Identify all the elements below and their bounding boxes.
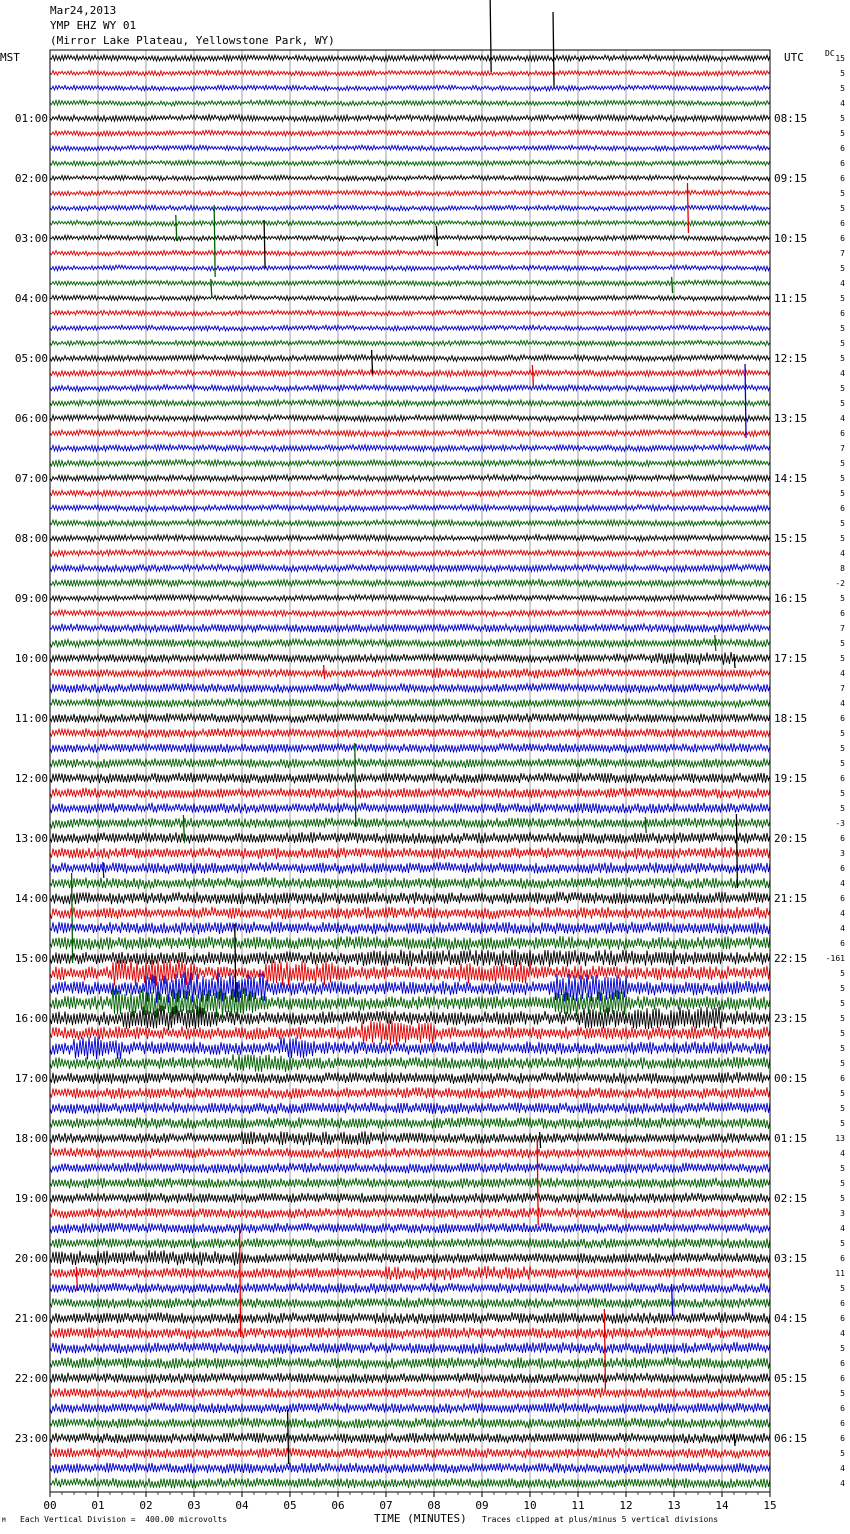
dc-offset-label: 6 (840, 714, 845, 723)
trace-row-10 (50, 205, 770, 211)
trace-row-21 (50, 370, 770, 377)
utc-axis-label: UTC (784, 51, 804, 64)
trace-row-22 (50, 385, 770, 392)
trace-row-38 (50, 624, 770, 633)
trace-row-36 (50, 595, 770, 602)
trace-row-49 (50, 788, 770, 799)
utc-hour-labels (774, 112, 807, 1445)
trace-row-23 (50, 400, 770, 407)
trace-row-74 (50, 1163, 770, 1174)
utc-hour-label: 17:15 (774, 652, 808, 665)
dc-offset-label: 5 (840, 1239, 845, 1248)
dc-offset-label: 5 (840, 114, 845, 123)
dc-offset-label: -2 (835, 579, 845, 588)
event-spike-27 (672, 1284, 673, 1316)
event-spike-18 (736, 814, 737, 888)
utc-hour-label: 01:15 (774, 1132, 808, 1145)
dc-offset-label: 5 (840, 1089, 845, 1098)
dc-offset-label: 4 (840, 1224, 845, 1233)
trace-row-57 (50, 907, 770, 920)
trace-row-44 (50, 713, 770, 723)
x-tick-label-05: 05 (283, 1499, 297, 1512)
event-spike-29 (288, 1410, 289, 1464)
dc-offset-label: 15 (835, 54, 845, 63)
trace-row-55 (50, 877, 770, 889)
event-spike-4 (214, 205, 215, 277)
trace-row-93 (50, 1448, 770, 1459)
event-spike-15 (355, 743, 356, 827)
clip-note: Traces clipped at plus/minus 5 vertical divisions (482, 1515, 719, 1524)
trace-row-92 (50, 1433, 770, 1444)
mst-hour-label: 04:00 (14, 292, 48, 305)
chart-date: Mar24,2013 (50, 4, 117, 17)
trace-row-58 (50, 922, 770, 935)
dc-offset-label: 5 (840, 999, 845, 1008)
dc-offset-label: 5 (840, 1014, 845, 1023)
trace-row-37 (50, 610, 770, 617)
dc-offset-label: 5 (840, 354, 845, 363)
x-tick-label-08: 08 (427, 1499, 441, 1512)
trace-row-12 (50, 235, 770, 241)
trace-row-3 (50, 100, 770, 106)
x-axis-ticks (43, 1492, 776, 1512)
trace-row-90 (50, 1403, 770, 1414)
dc-offset-label: 5 (840, 1449, 845, 1458)
dc-offset-label: 4 (840, 1464, 845, 1473)
utc-hour-label: 04:15 (774, 1312, 808, 1325)
dc-offset-label: 5 (840, 129, 845, 138)
dc-offset-label: 4 (840, 279, 845, 288)
trace-row-5 (50, 130, 770, 136)
mst-hour-label: 07:00 (14, 472, 48, 485)
trace-row-85 (50, 1327, 770, 1339)
mst-hour-label: 09:00 (14, 592, 48, 605)
dc-offset-label: 6 (840, 504, 845, 513)
dc-offset-label: 5 (840, 1389, 845, 1398)
dc-offset-label: 5 (840, 1164, 845, 1173)
event-spike-13 (734, 654, 735, 668)
utc-hour-label: 03:15 (774, 1252, 808, 1265)
trace-row-40 (50, 652, 770, 665)
event-spike-9 (372, 350, 373, 374)
dc-offset-label: 5 (840, 984, 845, 993)
trace-row-87 (50, 1357, 770, 1369)
scale-note: Each Vertical Division = 400.00 microvolts (20, 1515, 228, 1524)
dc-offset-label: 6 (840, 1299, 845, 1308)
dc-offset-label: 5 (840, 789, 845, 798)
dc-offset-label: 6 (840, 429, 845, 438)
utc-hour-label: 10:15 (774, 232, 808, 245)
trace-row-56 (50, 892, 770, 905)
utc-hour-label: 12:15 (774, 352, 808, 365)
dc-offset-label: 3 (840, 1209, 845, 1218)
dc-offset-label: 6 (840, 234, 845, 243)
utc-hour-label: 08:15 (774, 112, 808, 125)
utc-hour-label: 22:15 (774, 952, 808, 965)
dc-offset-label: 4 (840, 699, 845, 708)
mst-hour-label: 06:00 (14, 412, 48, 425)
event-spike-30 (734, 1434, 735, 1446)
dc-offset-label: 4 (840, 1329, 845, 1338)
x-tick-label-14: 14 (715, 1499, 729, 1512)
dc-offset-label: 5 (840, 534, 845, 543)
utc-hour-label: 21:15 (774, 892, 808, 905)
mst-hour-label: 17:00 (14, 1072, 48, 1085)
trace-row-91 (50, 1418, 770, 1429)
seismic-traces (50, 55, 770, 1489)
utc-hour-label: 14:15 (774, 472, 808, 485)
trace-row-86 (50, 1342, 770, 1354)
trace-row-0 (50, 55, 770, 62)
x-tick-label-00: 00 (43, 1499, 57, 1512)
trace-row-89 (50, 1388, 770, 1399)
trace-row-16 (50, 295, 770, 301)
dc-offset-label: 5 (840, 69, 845, 78)
mst-hour-label: 14:00 (14, 892, 48, 905)
dc-offset-label: -161 (825, 954, 845, 963)
trace-row-81 (50, 1266, 770, 1280)
event-spike-11 (745, 364, 746, 438)
dc-offset-label: 5 (840, 84, 845, 93)
dc-offset-label: 6 (840, 144, 845, 153)
trace-row-11 (50, 220, 770, 226)
chart-station: YMP EHZ WY 01 (50, 19, 137, 32)
trace-row-95 (50, 1478, 770, 1489)
mst-hour-label: 13:00 (14, 832, 48, 845)
dc-offset-label: 6 (840, 774, 845, 783)
trace-row-59 (50, 936, 770, 950)
dc-offset-label: 4 (840, 1479, 845, 1488)
dc-offset-label: 4 (840, 549, 845, 558)
dc-offset-label: 5 (840, 729, 845, 738)
trace-row-75 (50, 1178, 770, 1189)
dc-offset-labels (826, 54, 845, 1488)
x-tick-label-11: 11 (571, 1499, 585, 1512)
trace-row-41 (50, 668, 770, 679)
trace-row-65 (50, 1020, 770, 1045)
trace-row-2 (50, 85, 770, 91)
trace-row-31 (50, 520, 770, 527)
trace-row-94 (50, 1463, 770, 1474)
dc-offset-label: 6 (840, 834, 845, 843)
dc-offset-label: 6 (840, 309, 845, 318)
trace-row-42 (50, 683, 770, 693)
event-spike-23 (540, 1132, 541, 1148)
x-tick-label-09: 09 (475, 1499, 489, 1512)
utc-hour-label: 06:15 (774, 1432, 808, 1445)
mst-hour-label: 19:00 (14, 1192, 48, 1205)
trace-row-52 (50, 832, 770, 844)
trace-row-32 (50, 535, 770, 542)
dc-offset-label: 6 (840, 609, 845, 618)
dc-offset-label: 5 (840, 1119, 845, 1128)
dc-offset-label: 4 (840, 414, 845, 423)
trace-row-83 (50, 1298, 770, 1309)
dc-offset-label: 6 (840, 939, 845, 948)
dc-offset-label: 4 (840, 924, 845, 933)
event-spike-8 (672, 277, 673, 293)
trace-row-79 (50, 1238, 770, 1249)
trace-row-13 (50, 250, 770, 256)
trace-row-39 (50, 639, 770, 648)
dc-offset-label: 5 (840, 1194, 845, 1203)
trace-row-24 (50, 415, 770, 422)
trace-row-80 (50, 1250, 770, 1265)
dc-offset-label: 6 (840, 174, 845, 183)
mst-hour-label: 22:00 (14, 1372, 48, 1385)
dc-offset-label: 6 (840, 219, 845, 228)
trace-row-19 (50, 340, 770, 346)
dc-offset-label: 8 (840, 564, 845, 573)
dc-offset-label: 13 (835, 1134, 845, 1143)
x-axis-title: TIME (MINUTES) (374, 1512, 467, 1525)
utc-hour-label: 15:15 (774, 532, 808, 545)
utc-hour-label: 00:15 (774, 1072, 808, 1085)
utc-hour-label: 11:15 (774, 292, 808, 305)
dc-offset-label: 4 (840, 1149, 845, 1158)
mst-axis-label: MST (0, 51, 20, 64)
mst-hour-labels (15, 112, 48, 1445)
dc-offset-label: 4 (840, 669, 845, 678)
dc-offset-label: 5 (840, 1104, 845, 1113)
dc-offset-label: -3 (835, 819, 845, 828)
event-spike-12 (715, 635, 716, 651)
mst-hour-label: 03:00 (14, 232, 48, 245)
dc-offset-label: 5 (840, 324, 845, 333)
dc-offset-label: 7 (840, 444, 845, 453)
mst-hour-label: 10:00 (14, 652, 48, 665)
dc-offset-label: 5 (840, 1344, 845, 1353)
mst-hour-label: 15:00 (14, 952, 48, 965)
dc-offset-label: 5 (840, 654, 845, 663)
utc-hour-label: 16:15 (774, 592, 808, 605)
dc-offset-label: 5 (840, 339, 845, 348)
trace-row-88 (50, 1373, 770, 1384)
utc-hour-label: 09:15 (774, 172, 808, 185)
dc-offset-label: 5 (840, 1029, 845, 1038)
trace-row-18 (50, 325, 770, 331)
x-tick-label-01: 01 (91, 1499, 105, 1512)
dc-offset-label: 6 (840, 864, 845, 873)
trace-row-1 (50, 70, 770, 76)
trace-row-53 (50, 847, 770, 859)
trace-row-25 (50, 430, 770, 437)
chart-location: (Mirror Lake Plateau, Yellowstone Park, WY) (50, 34, 335, 47)
x-tick-label-10: 10 (523, 1499, 537, 1512)
trace-row-15 (50, 280, 770, 286)
dc-offset-label: 6 (840, 894, 845, 903)
x-tick-label-12: 12 (619, 1499, 633, 1512)
event-spike-0 (490, 0, 491, 72)
trace-row-35 (50, 579, 770, 587)
dc-offset-label: 6 (840, 1404, 845, 1413)
dc-offset-label: 5 (840, 489, 845, 498)
dc-offset-label: 7 (840, 624, 845, 633)
event-spike-6 (436, 226, 437, 246)
mst-hour-label: 23:00 (14, 1432, 48, 1445)
mst-hour-label: 21:00 (14, 1312, 48, 1325)
trace-row-6 (50, 145, 770, 151)
dc-offset-label: 5 (840, 759, 845, 768)
dc-offset-label: 3 (840, 849, 845, 858)
mst-hour-label: 02:00 (14, 172, 48, 185)
mst-hour-label: 08:00 (14, 532, 48, 545)
dc-offset-label: 5 (840, 804, 845, 813)
dc-offset-label: 5 (840, 204, 845, 213)
mst-hour-label: 05:00 (14, 352, 48, 365)
mst-hour-label: 18:00 (14, 1132, 48, 1145)
x-tick-label-07: 07 (379, 1499, 393, 1512)
trace-row-76 (50, 1193, 770, 1204)
event-spike-17 (645, 817, 646, 833)
trace-row-33 (50, 550, 770, 557)
event-spike-10 (532, 365, 533, 387)
trace-row-66 (50, 1036, 770, 1059)
trace-row-48 (50, 773, 770, 784)
mst-hour-label: 20:00 (14, 1252, 48, 1265)
trace-row-47 (50, 758, 770, 768)
trace-row-71 (50, 1117, 770, 1129)
dc-offset-label: 5 (840, 474, 845, 483)
dc-offset-label: 4 (840, 99, 845, 108)
trace-row-77 (50, 1208, 770, 1219)
trace-row-73 (50, 1148, 770, 1159)
utc-hour-label: 02:15 (774, 1192, 808, 1205)
trace-row-45 (50, 728, 770, 738)
trace-row-51 (50, 818, 770, 829)
trace-row-20 (50, 355, 770, 362)
dc-offset-label: 5 (840, 189, 845, 198)
dc-offset-label: 5 (840, 1284, 845, 1293)
trace-row-70 (50, 1102, 770, 1114)
trace-row-84 (50, 1312, 770, 1324)
trace-row-43 (50, 699, 770, 708)
dc-offset-label: 5 (840, 594, 845, 603)
trace-row-28 (50, 475, 770, 482)
trace-row-54 (50, 862, 770, 874)
trace-row-9 (50, 190, 770, 196)
trace-row-46 (50, 743, 770, 753)
event-spike-22 (237, 982, 238, 1002)
dc-offset-label: 5 (840, 294, 845, 303)
event-spike-5 (264, 220, 265, 268)
trace-row-69 (50, 1087, 770, 1099)
trace-row-29 (50, 490, 770, 497)
dc-offset-label: 6 (840, 1419, 845, 1428)
utc-hour-label: 13:15 (774, 412, 808, 425)
dc-offset-label: 11 (835, 1269, 845, 1278)
mst-hour-label: 11:00 (14, 712, 48, 725)
dc-offset-label: 5 (840, 519, 845, 528)
utc-hour-label: 20:15 (774, 832, 808, 845)
utc-hour-label: 19:15 (774, 772, 808, 785)
trace-row-7 (50, 160, 770, 166)
trace-row-72 (50, 1131, 770, 1145)
trace-row-30 (50, 505, 770, 512)
event-spike-14 (324, 665, 325, 679)
x-tick-label-13: 13 (667, 1499, 681, 1512)
trace-row-67 (50, 1054, 770, 1072)
trace-row-26 (50, 445, 770, 452)
dc-offset-label: 6 (840, 1314, 845, 1323)
dc-offset-label: 5 (840, 399, 845, 408)
mst-hour-label: 01:00 (14, 112, 48, 125)
x-tick-label-06: 06 (331, 1499, 345, 1512)
dc-offset-label: 6 (840, 1434, 845, 1443)
trace-row-34 (50, 564, 770, 572)
utc-hour-label: 23:15 (774, 1012, 808, 1025)
trace-row-27 (50, 460, 770, 467)
mst-hour-label: 12:00 (14, 772, 48, 785)
trace-row-78 (50, 1223, 770, 1234)
dc-label: DC (825, 49, 835, 58)
dc-offset-label: 5 (840, 264, 845, 273)
dc-offset-label: 6 (840, 1254, 845, 1263)
mst-hour-label: 16:00 (14, 1012, 48, 1025)
trace-row-17 (50, 310, 770, 316)
trace-row-68 (50, 1072, 770, 1084)
dc-offset-label: 4 (840, 909, 845, 918)
dc-offset-label: 5 (840, 1059, 845, 1068)
dc-offset-label: 4 (840, 369, 845, 378)
trace-row-4 (50, 115, 770, 122)
dc-offset-label: 5 (840, 459, 845, 468)
dc-offset-label: 5 (840, 1179, 845, 1188)
dc-offset-label: 6 (840, 1359, 845, 1368)
dc-offset-label: 4 (840, 879, 845, 888)
dc-offset-label: 5 (840, 384, 845, 393)
x-tick-label-03: 03 (187, 1499, 201, 1512)
trace-row-14 (50, 265, 770, 271)
trace-row-50 (50, 803, 770, 814)
dc-offset-label: 5 (840, 639, 845, 648)
utc-hour-label: 18:15 (774, 712, 808, 725)
x-tick-label-02: 02 (139, 1499, 153, 1512)
x-tick-label-15: 15 (763, 1499, 777, 1512)
dc-offset-label: 5 (840, 744, 845, 753)
x-tick-label-04: 04 (235, 1499, 249, 1512)
dc-offset-label: 7 (840, 684, 845, 693)
dc-offset-label: 5 (840, 1044, 845, 1053)
trace-row-8 (50, 175, 770, 181)
utc-hour-label: 05:15 (774, 1372, 808, 1385)
corner-mark: M (2, 1517, 6, 1524)
dc-offset-label: 6 (840, 1374, 845, 1383)
dc-offset-label: 5 (840, 969, 845, 978)
dc-offset-label: 6 (840, 1074, 845, 1083)
trace-row-82 (50, 1283, 770, 1294)
dc-offset-label: 7 (840, 249, 845, 258)
dc-offset-label: 6 (840, 159, 845, 168)
